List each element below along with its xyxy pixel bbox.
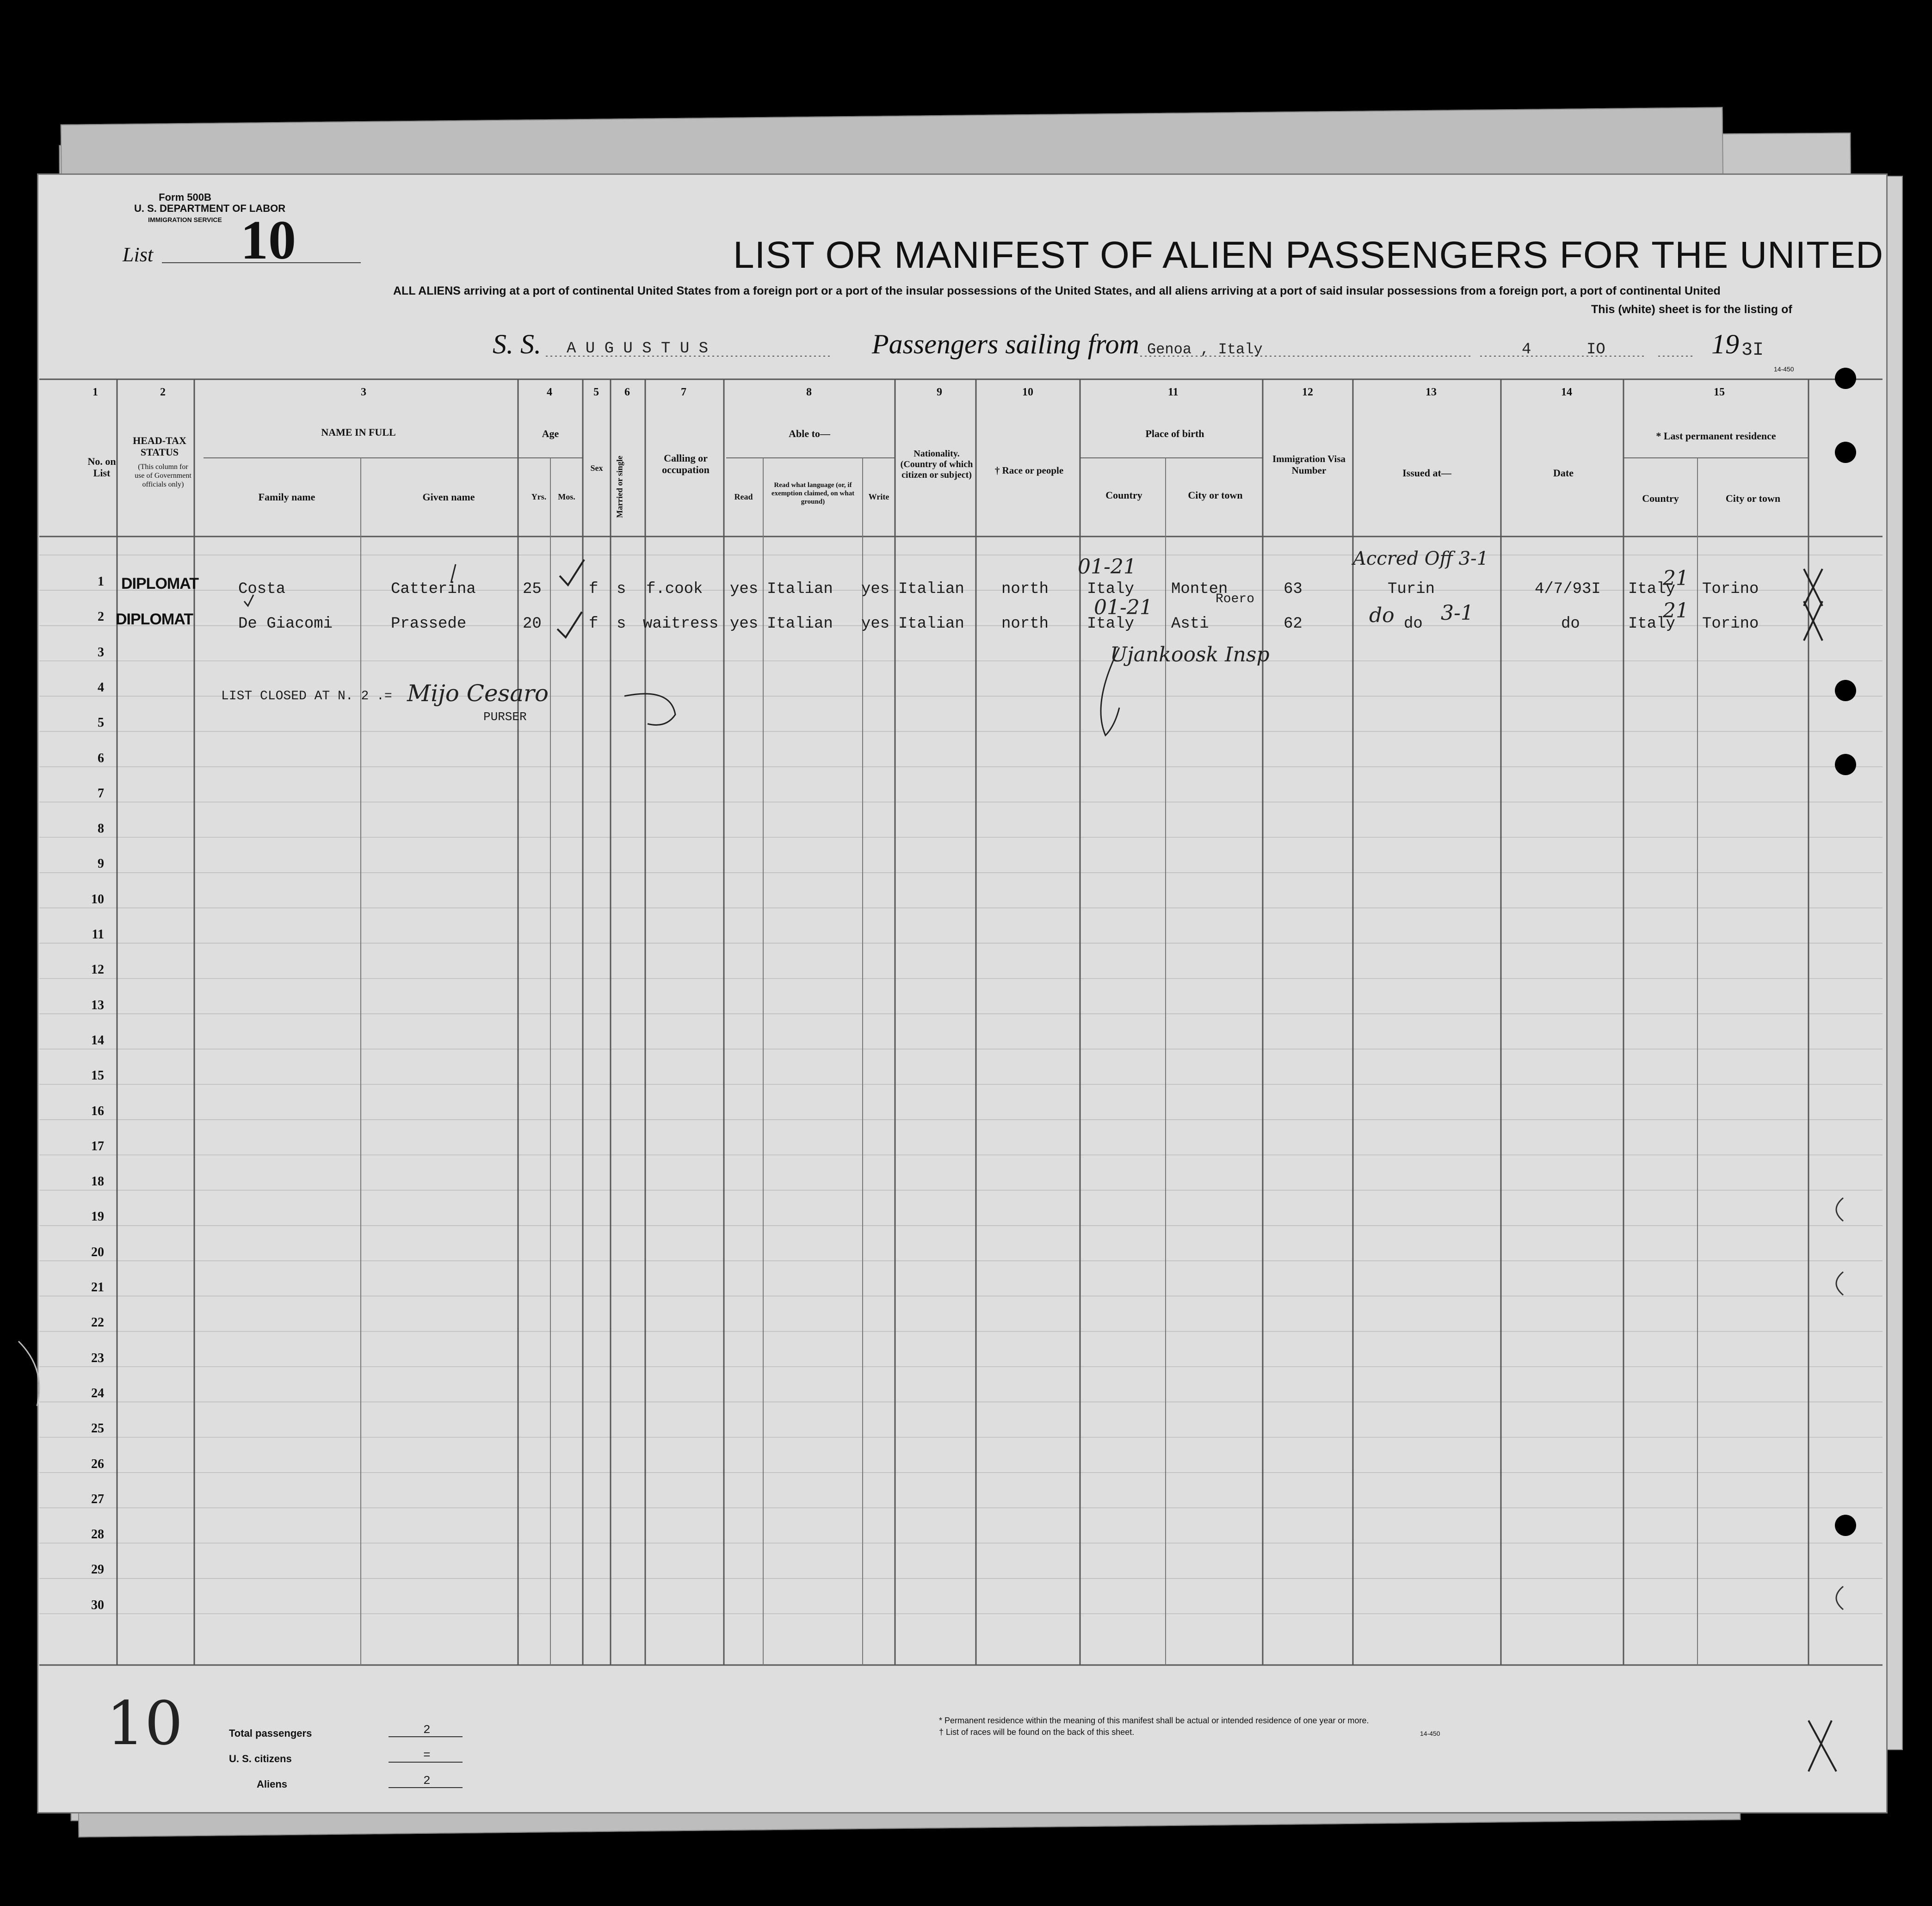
family-name: De Giacomi xyxy=(238,615,333,633)
aliens-value: 2 xyxy=(423,1774,431,1788)
header-birth-country: Country xyxy=(1105,489,1142,501)
year-suffix: 3I xyxy=(1741,340,1764,361)
department-label: U. S. DEPARTMENT OF LABOR xyxy=(134,203,286,214)
list-label: List xyxy=(123,243,154,266)
row-number: 13 xyxy=(91,998,104,1012)
margin-number: 10 xyxy=(106,1688,183,1758)
column-number: 1 xyxy=(93,386,98,398)
header-birth-city: City or town xyxy=(1188,489,1243,501)
read-language: Italian xyxy=(767,615,833,633)
header-issued-at: Issued at— xyxy=(1402,467,1451,479)
header-nationality: Nationality. (Country of which citizen or subject) xyxy=(900,449,973,480)
header-mos: Mos. xyxy=(558,492,575,501)
residence-country: Italy xyxy=(1628,615,1676,633)
row-number: 8 xyxy=(98,821,104,836)
row-number: 2 xyxy=(98,610,104,624)
row-number: 26 xyxy=(91,1456,104,1471)
header-yrs: Yrs. xyxy=(531,492,547,501)
header-name-in-full: NAME IN FULL xyxy=(321,426,396,438)
column-number: 12 xyxy=(1302,386,1313,398)
head-tax-stamp: DIPLOMAT xyxy=(116,611,193,628)
row-number: 25 xyxy=(91,1421,104,1436)
visa-date: do xyxy=(1561,615,1580,633)
read-language: Italian xyxy=(767,580,833,598)
binder-hole xyxy=(1835,442,1856,463)
footnote-residence: * Permanent residence within the meaning of this manifest shall be actual or intended residence of one year or more. xyxy=(939,1716,1369,1725)
column-number: 13 xyxy=(1426,386,1437,398)
year-prefix: 19 xyxy=(1711,329,1739,359)
occupation: waitress xyxy=(643,615,719,633)
column-number: 4 xyxy=(547,386,552,398)
row-number: 11 xyxy=(92,927,104,942)
column-number: 6 xyxy=(624,386,630,398)
birth-country: Italy xyxy=(1087,615,1135,633)
list-closed-note: LIST CLOSED AT N. 2 .= xyxy=(221,689,392,703)
issued-at: Turin xyxy=(1388,580,1435,598)
row-number: 15 xyxy=(91,1068,104,1083)
header-visa-number: Immigration Visa Number xyxy=(1272,453,1346,476)
column-number: 3 xyxy=(361,386,366,398)
row-number: 7 xyxy=(98,786,104,801)
header-age: Age xyxy=(542,428,559,439)
marital-status: s xyxy=(617,615,626,633)
header-calling: Calling or occupation xyxy=(662,452,710,475)
can-read: yes xyxy=(730,615,759,633)
row-number: 19 xyxy=(91,1209,104,1224)
aliens-label: Aliens xyxy=(257,1778,288,1790)
header-head-tax-note: (This column for use of Government officials only) xyxy=(135,463,191,488)
row-number: 14 xyxy=(91,1033,104,1048)
sailing-day: 4 xyxy=(1522,341,1531,358)
row-number: 28 xyxy=(91,1527,104,1542)
nationality: Italian xyxy=(898,580,964,598)
birth-city: Monten xyxy=(1171,580,1228,598)
row-number: 30 xyxy=(91,1598,104,1612)
handwritten-residence-code: 21 xyxy=(1663,567,1689,590)
birth-city-continued: Roero xyxy=(1216,592,1255,606)
column-number: 10 xyxy=(1022,386,1033,398)
row-number: 9 xyxy=(98,857,104,871)
header-married: Married or single xyxy=(615,456,624,518)
head-tax-stamp: DIPLOMAT xyxy=(121,575,199,592)
row-number: 23 xyxy=(91,1351,104,1365)
row-number: 17 xyxy=(91,1139,104,1153)
column-number: 2 xyxy=(160,386,166,398)
row-number: 5 xyxy=(98,716,104,730)
birth-country: Italy xyxy=(1087,580,1135,598)
given-name: Prassede xyxy=(391,615,467,633)
x-mark xyxy=(1804,601,1822,641)
row-number: 3 xyxy=(98,645,104,660)
header-read: Read xyxy=(734,492,753,501)
sailing-month: IO xyxy=(1586,341,1605,358)
row-number: 6 xyxy=(98,751,104,765)
column-number: 14 xyxy=(1561,386,1572,398)
row-number: 1 xyxy=(98,574,104,589)
header-write: Write xyxy=(868,492,889,501)
handwritten-residence-code: 21 xyxy=(1663,599,1689,623)
sex: f xyxy=(589,580,599,598)
port: Genoa , Italy xyxy=(1147,341,1263,358)
header-head-tax: HEAD-TAX STATUS xyxy=(133,435,186,458)
header-res-city: City or town xyxy=(1725,493,1781,504)
birth-city: Asti xyxy=(1171,615,1209,633)
binder-hole xyxy=(1835,368,1856,389)
check-mark xyxy=(557,612,582,637)
inspector-signature: Ujankoosk Insp xyxy=(1110,643,1270,666)
residence-country: Italy xyxy=(1628,580,1676,598)
subtitle-line1: ALL ALIENS arriving at a port of continental United States from a foreign port or a port of the insular possessions of the United States, and all aliens arriving at a port of said insular possessions from a foreign port, a port of continental United xyxy=(393,284,1721,297)
sailing-label: Passengers sailing from xyxy=(872,329,1139,359)
age-years: 20 xyxy=(523,615,542,633)
visa-number: 62 xyxy=(1284,615,1302,633)
form-number: Form 500B xyxy=(159,191,211,203)
handwritten-issued: 3-1 xyxy=(1441,601,1474,625)
row-number: 12 xyxy=(91,962,104,977)
handwritten-code: 01-21 xyxy=(1094,596,1153,619)
page-title: LIST OR MANIFEST OF ALIEN PASSENGERS FOR THE UNITED xyxy=(733,234,1884,276)
occupation: f.cook xyxy=(646,580,703,598)
can-read: yes xyxy=(730,580,759,598)
handwritten-issued: Accred Off 3-1 xyxy=(1353,548,1489,569)
visa-date: 4/7/93I xyxy=(1535,580,1601,598)
sex: f xyxy=(589,615,599,633)
ship-name: A U G U S T U S xyxy=(567,340,709,358)
row-number: 29 xyxy=(91,1562,104,1577)
us-citizens-label: U. S. citizens xyxy=(229,1753,292,1764)
row-number: 24 xyxy=(91,1386,104,1400)
form-block xyxy=(134,191,286,225)
footnote-races: † List of races will be found on the back of this sheet. xyxy=(939,1727,1135,1737)
header-read-language: Read what language (or, if exemption claimed, on what ground) xyxy=(771,481,855,506)
row-number: 18 xyxy=(91,1174,104,1189)
column-number: 11 xyxy=(1168,386,1179,398)
residence-city: Torino xyxy=(1702,615,1759,633)
header-res-country: Country xyxy=(1642,493,1679,504)
binder-hole xyxy=(1835,754,1856,775)
row-number: 22 xyxy=(91,1315,104,1330)
race: north xyxy=(1001,580,1049,598)
age-years: 25 xyxy=(523,580,542,598)
x-mark xyxy=(1804,569,1822,606)
column-number: 7 xyxy=(681,386,686,398)
subtitle-line2: This (white) sheet is for the listing of xyxy=(1591,303,1792,316)
check-mark xyxy=(560,560,584,585)
row-number: 20 xyxy=(91,1245,104,1259)
header-sex: Sex xyxy=(590,463,603,473)
purser-label: PURSER xyxy=(483,710,527,724)
binder-hole xyxy=(1835,1515,1856,1536)
binder-hole xyxy=(1835,680,1856,701)
header-no-on-list: No. on List xyxy=(87,456,116,479)
row-number: 21 xyxy=(91,1280,104,1295)
header-last-residence: * Last permanent residence xyxy=(1656,430,1776,442)
nationality: Italian xyxy=(898,615,964,633)
total-passengers-value: 2 xyxy=(423,1723,431,1737)
purser-signature: Mijo Cesaro xyxy=(407,680,549,707)
row-number: 4 xyxy=(98,680,104,695)
race: north xyxy=(1001,615,1049,633)
header-place-of-birth: Place of birth xyxy=(1145,428,1204,439)
row-number: 16 xyxy=(91,1104,104,1118)
issued-at: do xyxy=(1404,615,1423,633)
row-number: 10 xyxy=(91,892,104,907)
list-number: 10 xyxy=(241,209,296,271)
header-given-name: Given name xyxy=(422,491,475,503)
handwritten-code: 01-21 xyxy=(1078,555,1136,579)
us-citizens-value: = xyxy=(423,1748,431,1762)
handwritten-issued: do xyxy=(1369,604,1395,627)
header-race: † Race or people xyxy=(994,465,1064,476)
service-label: IMMIGRATION SERVICE xyxy=(148,216,222,223)
column-number: 8 xyxy=(806,386,812,398)
header-able-to: Able to— xyxy=(789,428,830,439)
family-name: Costa xyxy=(238,580,286,598)
total-passengers-label: Total passengers xyxy=(229,1727,312,1739)
can-write: yes xyxy=(861,580,890,598)
footer-code: 14-450 xyxy=(1420,1730,1440,1737)
column-number: 5 xyxy=(593,386,599,398)
column-number: 15 xyxy=(1714,386,1725,398)
given-name: Catterina xyxy=(391,580,476,598)
can-write: yes xyxy=(861,615,890,633)
header-date: Date xyxy=(1553,467,1574,479)
corner-code: 14-450 xyxy=(1774,365,1794,373)
ss-label: S. S. xyxy=(493,329,541,359)
residence-city: Torino xyxy=(1702,580,1759,598)
x-mark xyxy=(1809,1721,1836,1771)
row-number: 27 xyxy=(91,1492,104,1506)
header-family-name: Family name xyxy=(258,491,315,503)
column-number: 9 xyxy=(937,386,942,398)
marital-status: s xyxy=(617,580,626,598)
visa-number: 63 xyxy=(1284,580,1302,598)
